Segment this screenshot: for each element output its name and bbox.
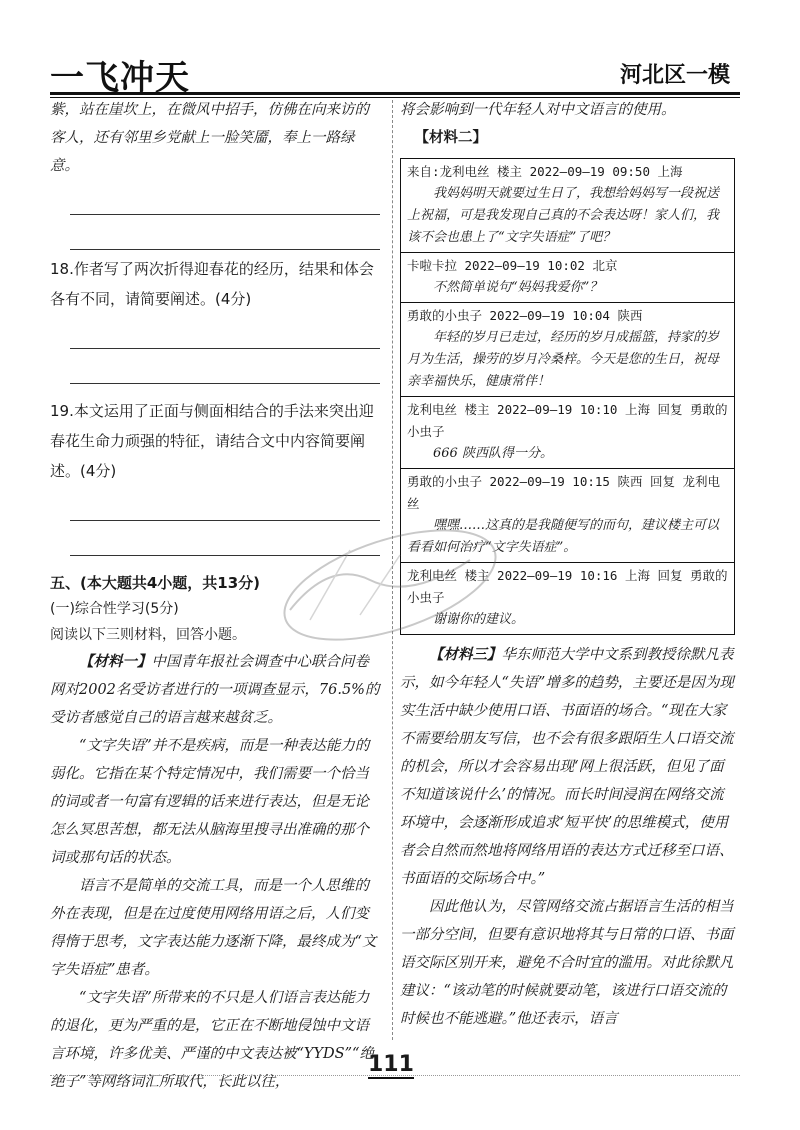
forum-post <box>401 159 734 253</box>
forum-post <box>401 303 734 397</box>
reading-instruction: 阅读以下三则材料，回答小题。 <box>50 627 246 643</box>
material-three-para-1 <box>400 641 735 893</box>
material-one-label: 【材料一】 <box>79 653 152 670</box>
material-one-para-2: “文字失语”并不是疾病，而是一种表达能力的弱化。它指在某个特定情况中，我们需要一个恰当的词或者一句富有逻辑的话来进行表达，但是无论怎么冥思苦想，都无法从脑海里搜寻出准确的那个词或那句话的状态。 <box>50 738 370 866</box>
material-three-para-2: 因此他认为，尽管网络交流占据语言生活的相当一部分空间，但要有意识地将其与日常的口语、书面语交际区别开来，避免不合时宜的滥用。对此徐默凡建议：“该动笔的时候就要动笔，该进行口语交流的时候也不能逃避。”他还表示，语言 <box>400 899 734 1027</box>
answer-line[interactable] <box>70 180 380 215</box>
brand-logo: 一飞冲天 <box>50 58 190 98</box>
subsection-heading: (一)综合性学习(5分) <box>50 601 179 617</box>
forum-post <box>401 397 734 469</box>
post-header: 来自:龙利电丝 楼主 2022—09—19 09:50 上海 <box>407 164 683 179</box>
section-five-heading: 五、(本大题共4小题，共13分) <box>50 574 261 592</box>
post-body: 我妈妈明天就要过生日了，我想给妈妈写一段祝送上祝福，可是我发现自己真的不会表达呀！家人们，我该不会也患上了“文字失语症”了吧？ <box>407 186 720 245</box>
post-body: 666 陕西队得一分。 <box>433 446 553 461</box>
post-body: 嘿嘿……这真的是我随便写的而句，建议楼主可以看看如何治疗“文字失语症”。 <box>407 518 720 555</box>
answer-line[interactable] <box>70 349 380 384</box>
question-18: 18.作者写了两次折得迎春花的经历，结果和体会各有不同，请简要阐述。(4分) <box>50 260 374 308</box>
material-one-para-1 <box>50 648 380 732</box>
post-header: 勇敢的小虫子 2022—09—19 10:04 陕西 <box>407 308 643 323</box>
header-rule <box>50 92 740 95</box>
footer-rule <box>50 1075 740 1076</box>
post-header: 勇敢的小虫子 2022—09—19 10:15 陕西 回复 龙利电丝 <box>407 474 721 511</box>
stamp-watermark-icon <box>270 520 510 650</box>
prose-continuation: 紫，站在崖坎上，在微风中招手，仿佛在向来访的客人，还有邻里乡党献上一脸笑靥，奉上一路绿意。 <box>50 102 369 174</box>
post-body: 年轻的岁月已走过，经历的岁月成摇篮，持家的岁月为生活，操劳的岁月冷桑梓。今天是您的生日，祝母亲幸福快乐，健康常伴！ <box>407 330 720 389</box>
forum-post <box>401 253 734 303</box>
answer-line[interactable] <box>70 486 380 521</box>
exam-title: 河北区一模 <box>619 62 730 88</box>
material-one-text: 中国青年报社会调查中心联合问卷网对2002名受访者进行的一项调查显示，76.5%的受访者感觉自己的语言越来越贫乏。 <box>50 654 380 726</box>
material-one-para-4: “文字失语”所带来的不只是人们语言表达能力的退化，更为严重的是，它正在不断地侵蚀中文语言环境，许多优美、严谨的中文表达被“YYDS”“绝绝子”等网络词汇所取代，长此以往， <box>50 990 374 1090</box>
material-three-label: 【材料三】 <box>429 646 502 663</box>
question-19: 19.本文运用了正面与侧面相结合的手法来突出迎春花生命力顽强的特征，请结合文中内容简要阐述。(4分) <box>50 402 374 480</box>
material-one-continuation: 将会影响到一代年轻人对中文语言的使用。 <box>400 102 676 118</box>
post-body: 不然简单说句“妈妈我爱你”？ <box>433 280 603 295</box>
material-two-label: 【材料二】 <box>414 129 487 146</box>
answer-line[interactable] <box>70 314 380 349</box>
post-header: 卡啦卡拉 2022—09—19 10:02 北京 <box>407 258 618 273</box>
page-number: 111 <box>368 1052 414 1077</box>
answer-line[interactable] <box>70 215 380 250</box>
material-one-para-3: 语言不是简单的交流工具，而是一个人思维的外在表现，但是在过度使用网络用语之后，人们变得惰于思考，文字表达能力逐渐下降，最终成为“文字失语症”患者。 <box>50 878 377 978</box>
post-header: 龙利电丝 楼主 2022—09—19 10:16 上海 回复 勇敢的小虫子 <box>407 568 728 605</box>
post-header: 龙利电丝 楼主 2022—09—19 10:10 上海 回复 勇敢的小虫子 <box>407 402 728 439</box>
material-three-text: 华东师范大学中文系到教授徐默凡表示，如今年轻人“失语”增多的趋势，主要还是因为现实生活中缺少使用口语、书面语的场合。“现在大家不需要给朋友写信，也不会有很多跟陌生人口语交流的机会，所以才会容易出现‘网上很活跃，但见了面不知道该说什么’的情况。而长时间浸润在网络交流环境中，会逐渐形成追求‘短平快’的思维模式，使用者会自然而然地将网络用语的表达方式迁移至口语、书面语的交际场合中。” <box>400 647 734 887</box>
post-body: 谢谢你的建议。 <box>433 612 525 627</box>
